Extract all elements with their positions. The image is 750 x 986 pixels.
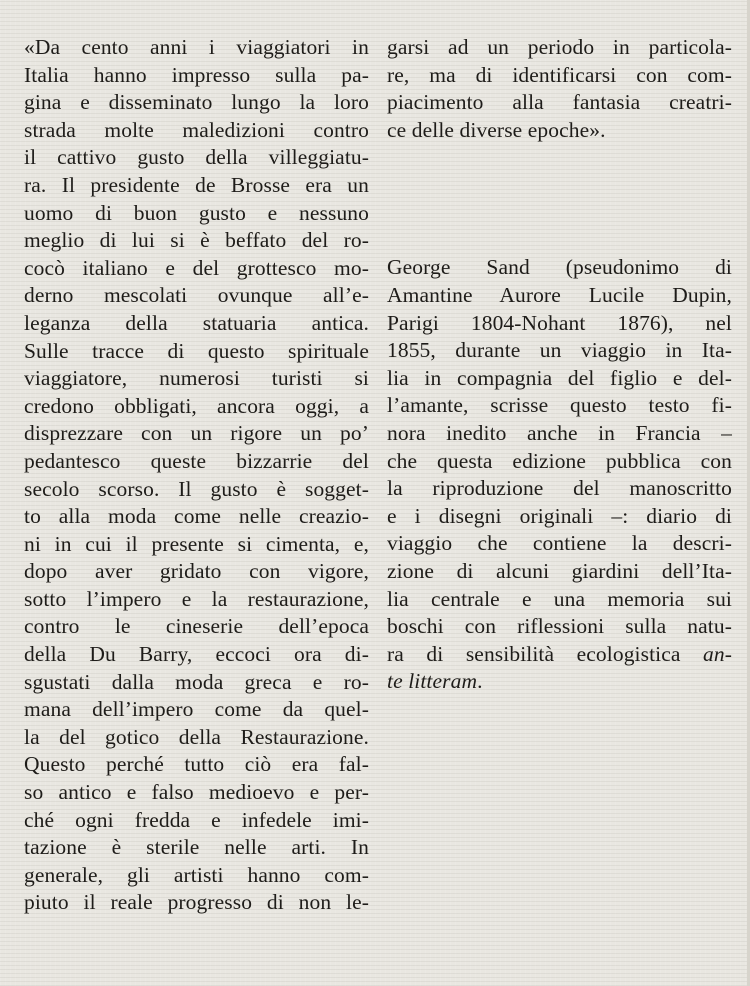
text-line: zione di alcuni giardini dell’Ita- bbox=[387, 558, 732, 583]
italic-phrase: an- bbox=[703, 641, 732, 666]
text-line: contro le cineserie dell’epoca bbox=[24, 614, 369, 639]
author-bio bbox=[387, 254, 732, 696]
text-line: re, ma di identificarsi con com- bbox=[387, 62, 732, 87]
text-line: viaggiatore, numerosi turisti si bbox=[24, 366, 369, 391]
text-line: generale, gli artisti hanno com- bbox=[24, 862, 369, 887]
text-line: piacimento alla fantasia creatri- bbox=[387, 90, 732, 115]
text-line: leganza della statuaria antica. bbox=[24, 310, 369, 335]
text-line: lia centrale e una memoria sui bbox=[387, 586, 732, 611]
text-line: meglio di lui si è beffato del ro- bbox=[24, 228, 369, 253]
text-line: Sulle tracce di questo spirituale bbox=[24, 338, 369, 363]
text-line: Amantine Aurore Lucile Dupin, bbox=[387, 282, 732, 307]
text-line: viaggio che contiene la descri- bbox=[387, 531, 732, 556]
text-line: gina e disseminato lungo la loro bbox=[24, 90, 369, 115]
text-line: la del gotico della Restaurazione. bbox=[24, 724, 369, 749]
text-line: disprezzare con un rigore un po’ bbox=[24, 421, 369, 446]
text-line: tazione è sterile nelle arti. In bbox=[24, 835, 369, 860]
text-line: so antico e falso medioevo e per- bbox=[24, 780, 369, 805]
quote-continuation bbox=[387, 34, 732, 144]
text-line: uomo di buon gusto e nessuno bbox=[24, 200, 369, 225]
text-line: piuto il reale progresso di non le- bbox=[24, 890, 369, 915]
right-text-column bbox=[387, 34, 732, 696]
italic-phrase: te litteram bbox=[387, 669, 478, 694]
text-line: ce delle diverse epoche». bbox=[387, 117, 606, 142]
text-line-mixed bbox=[387, 668, 732, 696]
text-line: Italia hanno impresso sulla pa- bbox=[24, 62, 369, 87]
text-line: lia in compagnia del figlio e del- bbox=[387, 365, 732, 390]
text-segment: . bbox=[477, 669, 483, 694]
text-line: ni in cui il presente si cimenta, e, bbox=[24, 531, 369, 556]
text-line: garsi ad un periodo in particola- bbox=[387, 35, 732, 59]
text-line: 1855, durante un viaggio in Ita- bbox=[387, 338, 732, 363]
text-line: la riproduzione del manoscritto bbox=[387, 476, 732, 501]
text-line: dopo aver gridato con vigore, bbox=[24, 559, 369, 584]
text-line: sgustati dalla moda greca e ro- bbox=[24, 669, 369, 694]
text-line: «Da cento anni i viaggiatori in bbox=[24, 35, 369, 59]
text-line: George Sand (pseudonimo di bbox=[387, 255, 732, 280]
text-line: e i disegni originali –: diario di bbox=[387, 503, 732, 528]
text-line: l’amante, scrisse questo testo fi- bbox=[387, 393, 732, 418]
text-line: ra. Il presidente de Brosse era un bbox=[24, 172, 369, 197]
text-line: secolo scorso. Il gusto è sogget- bbox=[24, 476, 369, 501]
text-line: pedantesco queste bizzarrie del bbox=[24, 448, 369, 473]
text-line: sotto l’impero e la restaurazione, bbox=[24, 586, 369, 611]
text-line: Parigi 1804-Nohant 1876), nel bbox=[387, 310, 732, 335]
text-line: il cattivo gusto della villeggiatu- bbox=[24, 145, 369, 170]
text-line: derno mescolati ovunque all’e- bbox=[24, 283, 369, 308]
text-line: mana dell’impero come da quel- bbox=[24, 697, 369, 722]
paragraph-gap bbox=[387, 144, 732, 254]
text-line: to alla moda come nelle creazio- bbox=[24, 504, 369, 529]
text-line: cocò italiano e del grottesco mo- bbox=[24, 255, 369, 280]
text-line: boschi con riflessioni sulla natu- bbox=[387, 614, 732, 639]
text-line: Questo perché tutto ciò era fal- bbox=[24, 752, 369, 777]
text-line: nora inedito anche in Francia – bbox=[387, 420, 732, 445]
left-text-column bbox=[24, 34, 369, 917]
text-line: ché ogni fredda e infedele imi- bbox=[24, 807, 369, 832]
text-line: credono obbligati, ancora oggi, a bbox=[24, 393, 369, 418]
text-line: della Du Barry, eccoci ora di- bbox=[24, 642, 369, 667]
text-line: strada molte maledizioni contro bbox=[24, 117, 369, 142]
text-segment: ra di sensibilità ecologistica bbox=[387, 641, 681, 666]
text-line-mixed bbox=[387, 641, 732, 669]
text-line: che questa edizione pubblica con bbox=[387, 448, 732, 473]
